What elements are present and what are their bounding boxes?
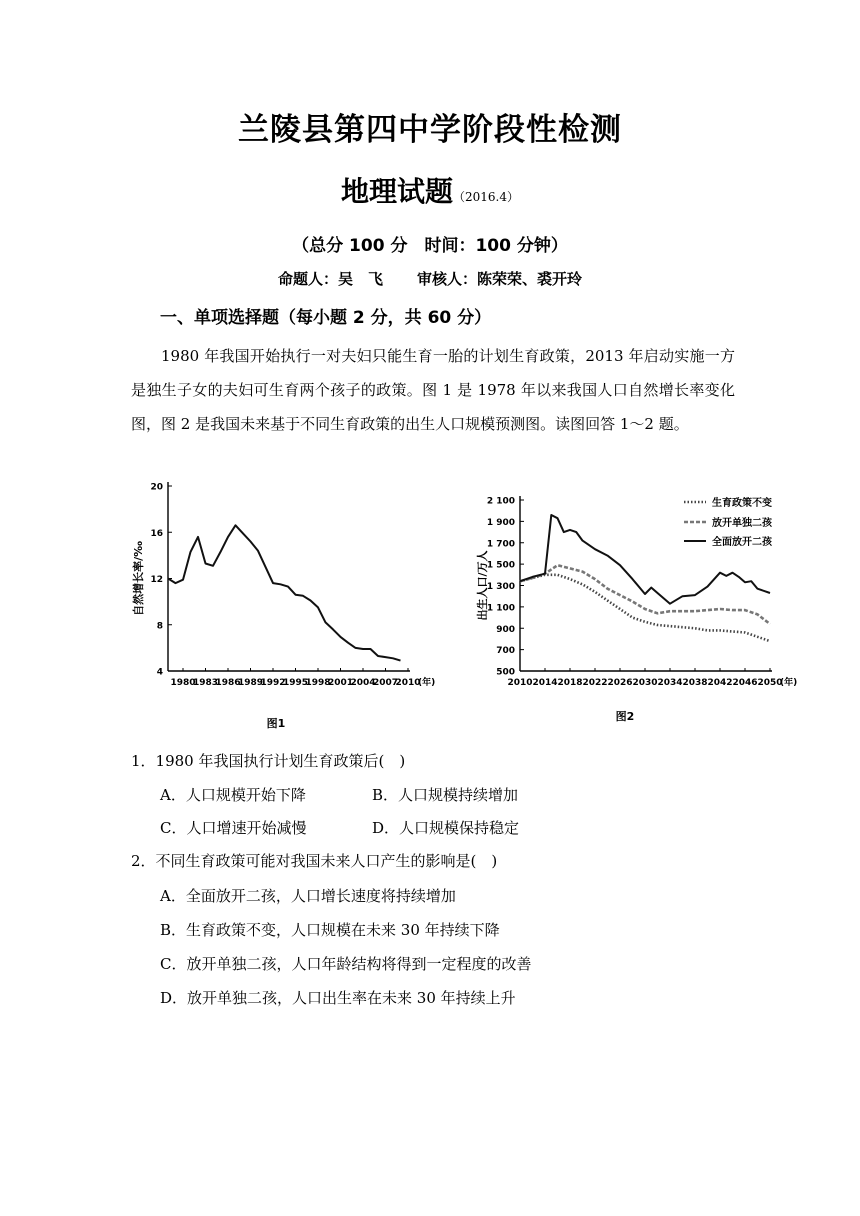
- figure-1-caption: 图1: [266, 717, 286, 730]
- y-axis-label: 自然增长率/‰: [132, 541, 145, 616]
- y-tick-label: 16: [150, 528, 163, 539]
- x-tick-label: 2004: [350, 678, 376, 688]
- x-tick-label: 2014: [532, 678, 558, 688]
- y-tick-label: 1 900: [486, 517, 515, 528]
- x-tick-label: 2018: [557, 678, 583, 688]
- intro-paragraph: 1980 年我国开始执行一对夫妇只能生育一胎的计划生育政策，2013 年启动实施一方是独生子女的夫妇可生育两个孩子的政策。图 1 是 1978 年以来我国人口自然增长率变化图，图 2 是我国未来基于不同生育政策的出生人口规模预测图。读图回答 1～2 题。: [131, 347, 735, 433]
- x-tick-label: 2050: [757, 678, 783, 688]
- x-tick-label: 2030: [632, 678, 658, 688]
- x-tick-label: 2007: [372, 678, 399, 688]
- q2-option-a[interactable]: A．全面放开二孩，人口增长速度将持续增加: [160, 887, 456, 905]
- school-title: 兰陵县第四中学阶段性检测: [238, 112, 622, 148]
- y-tick-label: 8: [156, 621, 163, 632]
- x-tick-label: 1980: [170, 678, 196, 688]
- y-tick-label: 500: [496, 667, 515, 678]
- figure-2-chart: [470, 484, 810, 734]
- y-axis-label: 出生人口/万人: [476, 550, 489, 621]
- figure-2-caption: 图2: [615, 710, 635, 723]
- y-tick-label: 2 100: [486, 496, 515, 507]
- q2-option-b[interactable]: B．生育政策不变，人口规模在未来 30 年持续下降: [160, 921, 500, 939]
- y-tick-label: 700: [496, 646, 515, 657]
- x-tick-label: 1989: [237, 678, 264, 688]
- x-tick-label: 2022: [582, 678, 608, 688]
- x-tick-label: 2010: [507, 678, 533, 688]
- question-1-stem: 1．1980 年我国执行计划生育政策后( ): [131, 752, 406, 770]
- q2-option-c[interactable]: C．放开单独二孩，人口年龄结构将得到一定程度的改善: [160, 955, 532, 973]
- y-tick-label: 1 100: [486, 603, 515, 614]
- y-tick-label: 12: [150, 575, 163, 585]
- y-tick-label: 900: [496, 624, 515, 635]
- y-tick-label: 1 700: [486, 539, 515, 550]
- q1-option-d[interactable]: D．人口规模保持稳定: [372, 819, 520, 837]
- x-tick-label: 2038: [682, 678, 708, 688]
- figure-1-chart: [126, 474, 456, 744]
- q1-option-c[interactable]: C．人口增速开始减慢: [160, 819, 307, 837]
- x-tick-label: 2034: [657, 678, 683, 688]
- q1-option-b[interactable]: B．人口规模持续增加: [372, 786, 519, 804]
- q2-option-d[interactable]: D．放开单独二孩，人口出生率在未来 30 年持续上升: [160, 989, 516, 1007]
- x-tick-label: 1992: [260, 678, 286, 688]
- y-tick-label: 4: [156, 667, 163, 678]
- section-title: 一、单项选择题（每小题 2 分，共 60 分）: [160, 308, 492, 328]
- score-time: （总分 100 分 时间：100 分钟）: [292, 236, 568, 256]
- x-tick-label: 1998: [305, 678, 331, 688]
- exam-title: 地理试题: [340, 175, 453, 208]
- x-tick-label: 1995: [282, 678, 309, 688]
- x-tick-label: 2001: [327, 678, 354, 688]
- x-axis-unit: (年): [418, 678, 436, 688]
- legend-label-3: 全面放开二孩: [712, 537, 772, 548]
- x-tick-label: 2010: [395, 678, 421, 688]
- legend-label-1: 生育政策不变: [712, 498, 772, 509]
- x-tick-label: 2042: [707, 678, 733, 688]
- x-axis-unit: (年): [780, 678, 798, 688]
- exam-date: （2016.4）: [453, 190, 519, 204]
- legend-label-2: 放开单独二孩: [712, 518, 772, 529]
- x-tick-label: 2026: [607, 678, 633, 688]
- y-tick-label: 20: [150, 482, 163, 493]
- setter-line: [0, 268, 860, 289]
- x-tick-label: 1983: [192, 678, 219, 688]
- exam-title-line: [0, 170, 860, 210]
- q1-option-a[interactable]: A．人口规模开始下降: [160, 786, 306, 804]
- x-tick-label: 2046: [732, 678, 758, 688]
- series-line-1: [168, 525, 401, 660]
- reviewer: 审核人：陈荣荣、裘开玲: [417, 270, 583, 288]
- y-tick-label: 1 300: [486, 582, 515, 592]
- x-tick-label: 1986: [215, 678, 241, 688]
- y-tick-label: 1 500: [486, 560, 515, 571]
- setter: 命题人：吴 飞: [277, 270, 383, 288]
- question-2-stem: 2．不同生育政策可能对我国未来人口产生的影响是( ): [131, 852, 498, 870]
